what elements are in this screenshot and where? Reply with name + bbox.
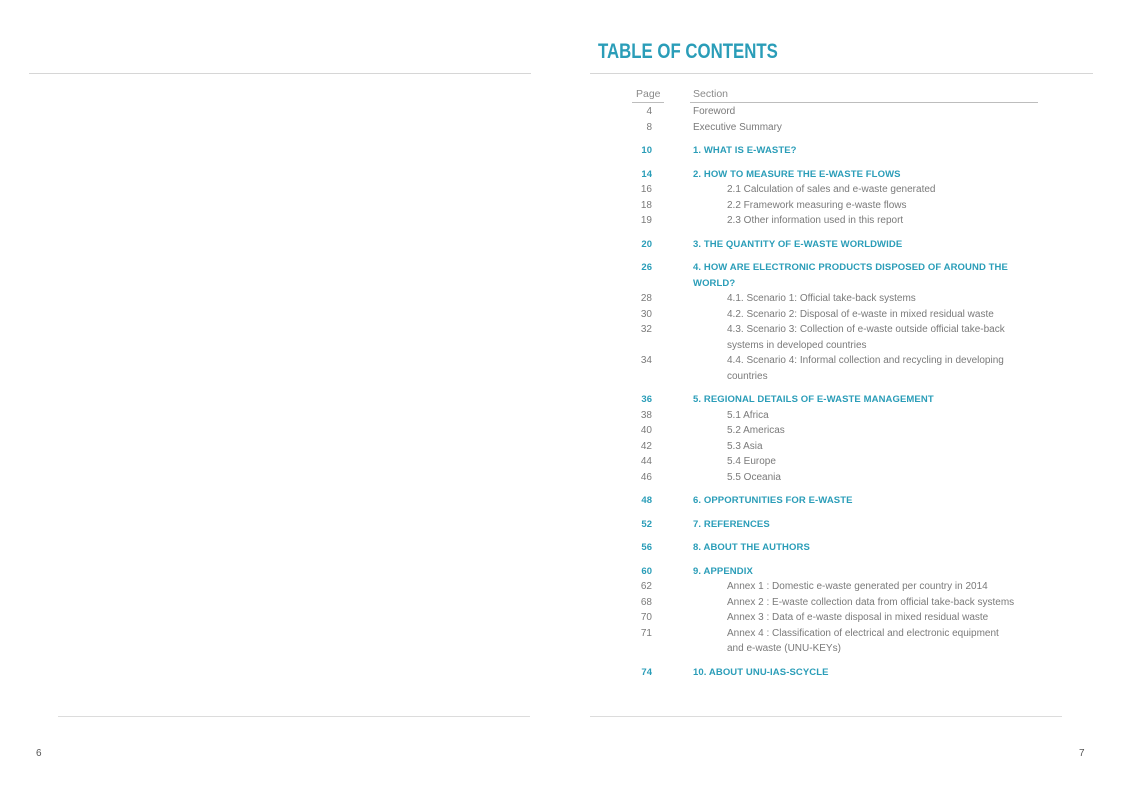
toc-entry-title: Foreword [693, 106, 736, 117]
toc-entry[interactable] [600, 454, 1040, 470]
toc-entry-title: 4.2. Scenario 2: Disposal of e-waste in mixed residual waste [727, 308, 994, 320]
toc-entry-page: 42 [640, 440, 652, 452]
toc-entry-page: 26 [641, 262, 652, 273]
toc-entry-title: 7. REFERENCES [693, 518, 770, 530]
toc-entry-page: 48 [641, 495, 652, 506]
toc-entry-title: 2.3 Other information used in this report [727, 215, 904, 226]
toc-entry-title: 4. HOW ARE ELECTRONIC PRODUCTS DISPOSED OF AROUND THE WORLD? [693, 262, 1008, 289]
toc-entry[interactable] [600, 260, 1040, 291]
toc-entry-page: 44 [640, 456, 652, 467]
toc-entry[interactable] [600, 291, 1040, 307]
toc-entry-title: 4.3. Scenario 3: Collection of e-waste outside official take-back systems in developed countries [727, 324, 1005, 351]
toc-entry-title: 2. HOW TO MEASURE THE E-WASTE FLOWS [693, 168, 901, 180]
toc-entry[interactable] [600, 104, 1040, 120]
toc-entry-title: Annex 4 : Classification of electrical and electronic equipment and e-waste (UNU-KEYs) [727, 627, 999, 654]
left-page-number: 6 [36, 748, 42, 759]
toc-entry[interactable] [600, 213, 1040, 229]
toc-entry-page: 34 [640, 355, 652, 366]
toc-entry[interactable] [600, 439, 1040, 455]
toc-entry-page: 30 [640, 308, 652, 320]
toc-entry-title: 4.4. Scenario 4: Informal collection and recycling in developing countries [727, 355, 1004, 382]
right-page-bottom-rule [590, 716, 1062, 717]
toc-entry-title: 8. ABOUT THE AUTHORS [693, 542, 810, 553]
toc-entry-page: 14 [641, 168, 652, 180]
toc-entry-page: 40 [640, 425, 652, 436]
toc-entry[interactable] [600, 120, 1040, 136]
toc-entry-page: 46 [640, 471, 652, 483]
toc-entry-title: Annex 1 : Domestic e-waste generated per country in 2014 [727, 581, 988, 592]
toc-entry-page: 74 [641, 666, 652, 678]
toc-entry-title: 4.1. Scenario 1: Official take-back systems [727, 293, 916, 304]
toc-list [600, 104, 1040, 680]
toc-entry-page: 36 [641, 394, 652, 405]
toc-entry[interactable] [600, 237, 1040, 253]
toc-entry-title: 10. ABOUT UNU-IAS-SCYCLE [693, 666, 829, 678]
header-section-underline [690, 102, 1038, 103]
toc-entry[interactable] [600, 408, 1040, 424]
toc-entry-title: 9. APPENDIX [693, 565, 753, 577]
toc-entry[interactable] [600, 353, 1040, 384]
toc-entry-title: 5.1 Africa [727, 409, 769, 421]
toc-entry[interactable] [600, 564, 1040, 580]
toc-entry-page: 8 [646, 121, 652, 133]
toc-entry-title: 5.4 Europe [727, 456, 776, 467]
toc-entry-page: 20 [641, 238, 652, 250]
toc-entry-page: 38 [640, 409, 652, 421]
toc-entry-title: 5. REGIONAL DETAILS OF E-WASTE MANAGEMENT [693, 394, 934, 405]
toc-header-page: Page [636, 88, 661, 100]
toc-entry-title: 2.2 Framework measuring e-waste flows [727, 199, 907, 211]
left-page-bottom-rule [58, 716, 530, 717]
toc-entry-page: 71 [640, 627, 652, 639]
toc-entry-page: 52 [641, 518, 652, 530]
toc-entry[interactable] [600, 540, 1040, 556]
toc-entry-title: 6. OPPORTUNITIES FOR E-WASTE [693, 495, 853, 506]
toc-entry[interactable] [600, 579, 1040, 595]
toc-entry-title: 1. WHAT IS E-WASTE? [693, 145, 797, 156]
toc-entry[interactable] [600, 626, 1040, 657]
toc-entry-title: 2.1 Calculation of sales and e-waste generated [727, 184, 936, 195]
toc-header-section: Section [693, 88, 729, 100]
toc-entry[interactable] [600, 143, 1040, 159]
toc-entry[interactable] [600, 517, 1040, 533]
toc-entry-page: 10 [641, 145, 652, 156]
toc-entry-page: 19 [640, 215, 652, 226]
toc-entry[interactable] [600, 198, 1040, 214]
toc-entry-page: 4 [646, 106, 652, 117]
toc-entry[interactable] [600, 307, 1040, 323]
toc-entry-page: 60 [641, 565, 652, 577]
toc-entry[interactable] [600, 167, 1040, 183]
toc-entry[interactable] [600, 610, 1040, 626]
toc-entry-title: Annex 2 : E-waste collection data from official take-back systems [727, 596, 1015, 608]
toc-entry-title: Executive Summary [693, 121, 782, 133]
toc-entry-title: 3. THE QUANTITY OF E-WASTE WORLDWIDE [693, 238, 903, 250]
toc-entry-title: Annex 3 : Data of e-waste disposal in mixed residual waste [727, 612, 989, 623]
toc-title: TABLE OF CONTENTS [598, 40, 778, 63]
toc-entry-page: 68 [640, 596, 652, 608]
right-page-number: 7 [1079, 748, 1085, 759]
toc-entry-page: 28 [640, 293, 652, 304]
toc-entry-page: 32 [640, 324, 652, 335]
toc-entry[interactable] [600, 182, 1040, 198]
toc-entry[interactable] [600, 322, 1040, 353]
toc-entry-page: 18 [640, 199, 652, 211]
right-page-top-rule [590, 73, 1093, 74]
toc-entry-page: 62 [640, 581, 652, 592]
toc-entry[interactable] [600, 392, 1040, 408]
toc-entry[interactable] [600, 470, 1040, 486]
header-page-underline [632, 102, 664, 103]
toc-entry-page: 70 [640, 612, 652, 623]
toc-entry[interactable] [600, 595, 1040, 611]
toc-entry[interactable] [600, 665, 1040, 681]
toc-entry-title: 5.2 Americas [727, 425, 785, 436]
toc-entry[interactable] [600, 493, 1040, 509]
toc-entry[interactable] [600, 423, 1040, 439]
toc-entry-title: 5.5 Oceania [727, 471, 781, 483]
left-page-top-rule [29, 73, 531, 74]
toc-entry-page: 56 [641, 542, 652, 553]
toc-entry-title: 5.3 Asia [727, 440, 763, 452]
toc-entry-page: 16 [640, 184, 652, 195]
